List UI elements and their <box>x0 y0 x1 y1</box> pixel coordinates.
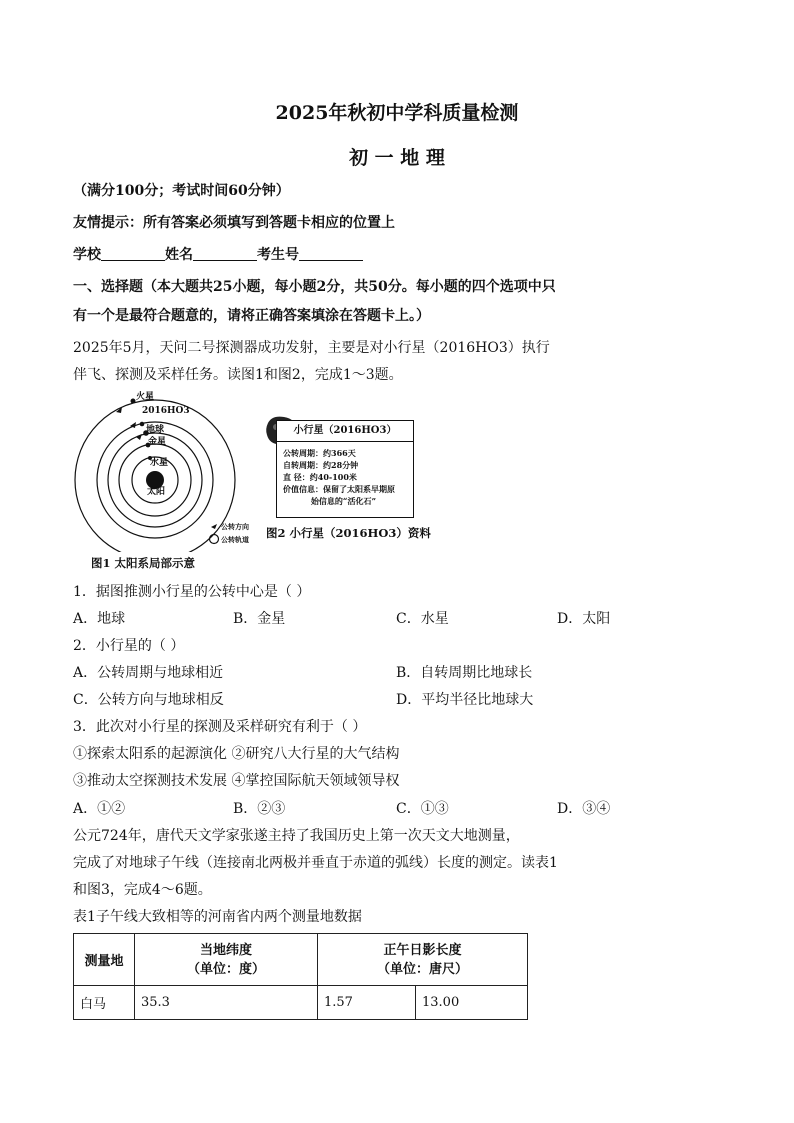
legend-arrow-icon <box>211 524 217 529</box>
section-heading-line1: 一、选择题（本大题共25小题，每小题2分，共50分。每小题的四个选项中只 <box>73 279 556 295</box>
legend-direction: 公转方向 <box>221 522 249 531</box>
card-line: 价值信息：保留了太阳系早期原 <box>283 484 395 494</box>
header-cell <box>318 934 528 986</box>
card-title: 小行星（2016HO3） <box>277 421 413 442</box>
q1-option-c[interactable]: C．水星 <box>396 611 449 627</box>
q1-option-a[interactable]: A．地球 <box>73 611 126 627</box>
q2-option-c[interactable]: C．公转方向与地球相反 <box>73 692 224 708</box>
solar-system-diagram <box>70 390 270 552</box>
legend-orbit: 公转轨道 <box>221 535 249 544</box>
card-line: 自转周期：约28分钟 <box>283 460 359 470</box>
label-asteroid: 2016HO3 <box>142 406 190 416</box>
card-line: 始信息的“活化石” <box>283 496 377 506</box>
table-caption: 表1子午线大致相等的河南省内两个测量地数据 <box>73 909 362 925</box>
table-cell: 13.00 <box>416 986 528 1020</box>
label-mars: 火星 <box>136 392 155 402</box>
orbit-arrow-icon <box>136 434 142 440</box>
name-label: 姓名 <box>165 247 193 263</box>
passage1-line2: 伴飞、探测及采样任务。读图1和图2，完成1～3题。 <box>73 367 403 383</box>
q1-option-b[interactable]: B．金星 <box>233 611 286 627</box>
header-cell <box>135 934 318 986</box>
table-cell: 35.3 <box>135 986 318 1020</box>
header-cell-line: 正午日影长度 <box>383 942 462 958</box>
q3-statements-1: ①探索太阳系的起源演化 ②研究八大行星的大气结构 <box>73 746 400 762</box>
header-cell: 测量地 <box>74 934 135 986</box>
q3-option-c[interactable]: C．①③ <box>396 801 449 817</box>
header-cell-line: 当地纬度 <box>199 942 252 958</box>
label-venus: 金星 <box>148 437 167 447</box>
student-id-blank[interactable] <box>299 246 363 261</box>
friendly-tip: 友情提示：所有答案必须填写到答题卡相应的位置上 <box>73 215 395 231</box>
legend-orbit-icon <box>210 535 219 544</box>
label-sun: 太阳 <box>147 487 166 497</box>
student-info-line <box>73 244 363 264</box>
header-cell-line: （单位：唐尺） <box>376 961 468 977</box>
q2-option-d[interactable]: D．平均半径比地球大 <box>396 692 534 708</box>
table-header-row <box>74 934 528 986</box>
question-1-stem: 1．据图推测小行星的公转中心是（ ） <box>73 584 311 600</box>
measurement-table <box>73 933 528 1020</box>
header-cell-line: （单位：度） <box>186 961 265 977</box>
question-2-stem: 2．小行星的（ ） <box>73 638 185 654</box>
student-id-label: 考生号 <box>257 247 299 263</box>
passage2-line1: 公元724年，唐代天文学家张遂主持了我国历史上第一次天文大地测量， <box>73 828 520 844</box>
asteroid-info-card <box>276 420 414 518</box>
question-3-stem: 3．此次对小行星的探测及采样研究有利于（ ） <box>73 719 367 735</box>
passage2-line3: 和图3，完成4～6题。 <box>73 882 212 898</box>
subject-title: 初 一 地 理 <box>349 147 445 169</box>
card-line: 公转周期：约366天 <box>283 448 356 458</box>
figure2-caption: 图2 小行星（2016HO3）资料 <box>266 526 431 540</box>
school-blank[interactable] <box>101 246 165 261</box>
school-label: 学校 <box>73 247 101 263</box>
q1-option-d[interactable]: D．太阳 <box>557 611 611 627</box>
figure1-caption: 图1 太阳系局部示意 <box>91 556 196 570</box>
q3-statements-2: ③推动太空探测技术发展 ④掌控国际航天领域领导权 <box>73 773 400 789</box>
passage2-line2: 完成了对地球子午线（连接南北两极并垂直于赤道的弧线）长度的测定。读表1 <box>73 855 558 871</box>
mars-dot <box>131 399 136 404</box>
asteroid-dot <box>140 422 145 427</box>
table-cell: 白马 <box>74 986 135 1020</box>
q3-option-d[interactable]: D．③④ <box>557 801 611 817</box>
passage1-line1: 2025年5月，天问二号探测器成功发射，主要是对小行星（2016HO3）执行 <box>73 340 550 356</box>
section-heading-line2: 有一个是最符合题意的，请将正确答案填涂在答题卡上。） <box>73 308 430 324</box>
label-earth: 地球 <box>146 425 165 435</box>
table-row <box>74 986 528 1020</box>
q3-option-a[interactable]: A．①② <box>73 801 126 817</box>
q2-option-b[interactable]: B．自转周期比地球长 <box>396 665 533 681</box>
q3-option-b[interactable]: B．②③ <box>233 801 286 817</box>
name-blank[interactable] <box>193 246 257 261</box>
q2-option-a[interactable]: A．公转周期与地球相近 <box>73 665 224 681</box>
table-cell: 1.57 <box>318 986 416 1020</box>
card-line: 直 径：约40-100米 <box>283 472 357 482</box>
exam-title: 2025年秋初中学科质量检测 <box>275 102 519 124</box>
label-mercury: 水星 <box>150 458 169 468</box>
score-note: （满分100分；考试时间60分钟） <box>73 183 290 199</box>
